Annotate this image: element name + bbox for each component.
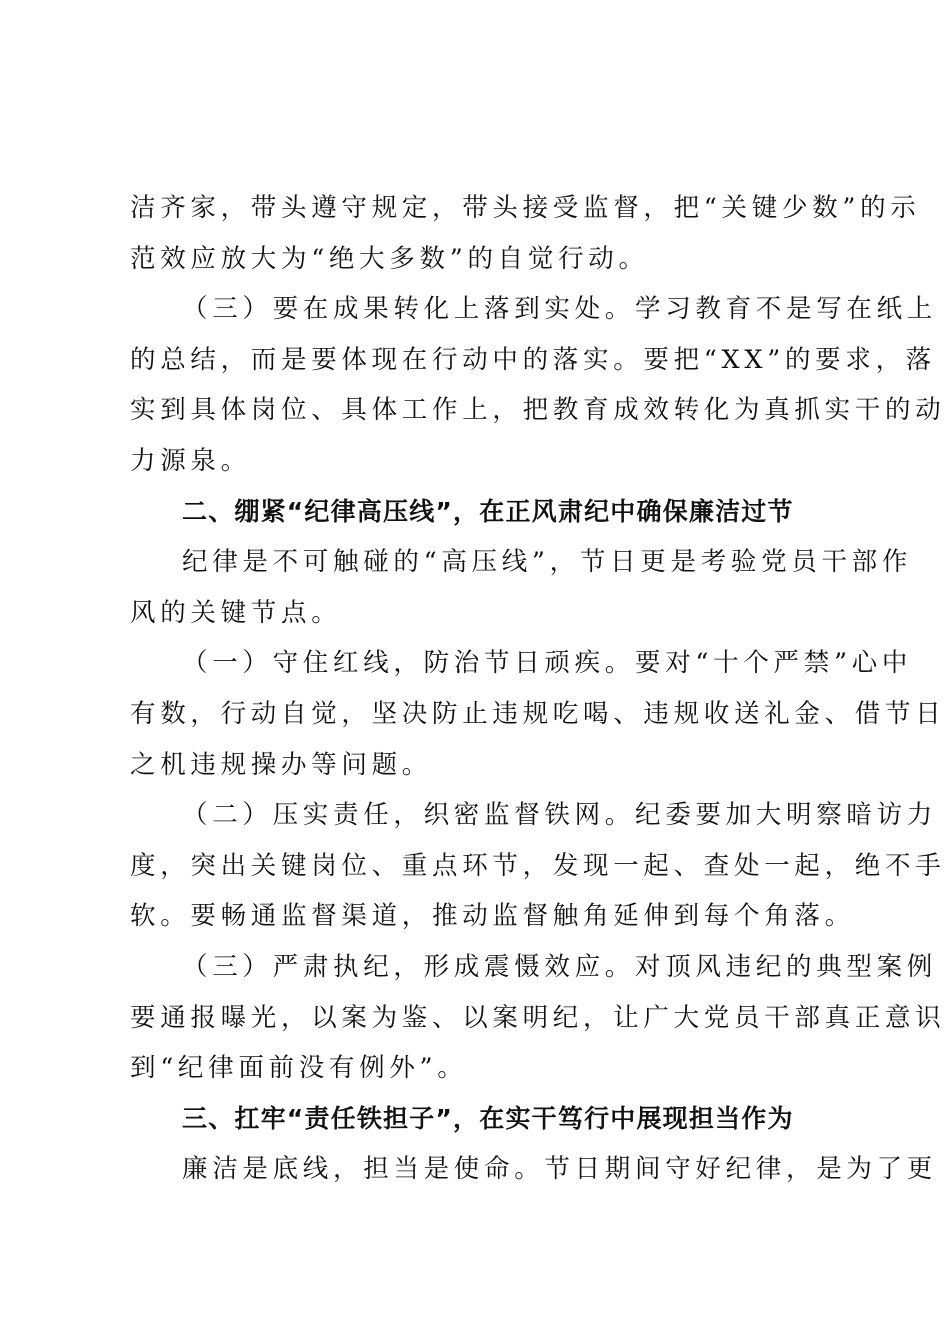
text-line: 度，突出关键岗位、重点环节，发现一起、查处一起，绝不手 xyxy=(130,850,946,881)
text-line: 廉洁是底线，担当是使命。节日期间守好纪律，是为了更 xyxy=(182,1154,938,1185)
text-line: 到“纪律面前没有例外”。 xyxy=(130,1053,468,1084)
text-line: （二）压实责任，织密监督铁网。纪委要加大明察暗访力 xyxy=(182,800,938,831)
text-line: 纪律是不可触碰的“高压线”，节日更是考验党员干部作 xyxy=(182,547,913,578)
text-line: （一）守住红线，防治节日顽疾。要对“十个严禁”心中 xyxy=(182,648,913,679)
text-line: 软。要畅通监督渠道，推动监督触角延伸到每个角落。 xyxy=(130,901,855,932)
paragraph xyxy=(130,284,946,486)
paragraph xyxy=(130,638,946,790)
text-line: 洁齐家，带头遵守规定，带头接受监督，把“关键少数”的示 xyxy=(130,193,921,223)
paragraph xyxy=(130,942,946,1094)
document-page xyxy=(130,183,946,1195)
paragraph xyxy=(130,790,946,942)
paragraph xyxy=(130,537,913,638)
text-line: 要通报曝光，以案为鉴、以案明纪，让广大党员干部真正意识 xyxy=(130,1002,946,1033)
paragraph xyxy=(130,1144,938,1195)
text-line: 风的关键节点。 xyxy=(130,597,342,628)
text-line: 范效应放大为“绝大多数”的自觉行动。 xyxy=(130,243,649,274)
heading-line: 三、扛牢“责任铁担子”，在实干笃行中展现担当作为 xyxy=(182,1103,794,1133)
text-line: （三）要在成果转化上落到实处。学习教育不是写在纸上 xyxy=(182,294,938,325)
text-line: 实到具体岗位、具体工作上，把教育成效转化为真抓实干的动 xyxy=(130,395,946,426)
paragraph-continued xyxy=(130,183,921,284)
text-line: 的总结，而是要体现在行动中的落实。要把“XX”的要求，落 xyxy=(130,344,936,375)
text-line: 力源泉。 xyxy=(130,445,251,476)
section-heading-3 xyxy=(130,1094,832,1145)
text-line: 之机违规操办等问题。 xyxy=(130,749,433,780)
section-heading-2 xyxy=(130,487,832,538)
text-line: 有数，行动自觉，坚决防止违规吃喝、违规收送礼金、借节日 xyxy=(130,698,946,729)
text-line: （三）严肃执纪，形成震慑效应。对顶风违纪的典型案例 xyxy=(182,951,938,982)
heading-line: 二、绷紧“纪律高压线”，在正风肃纪中确保廉洁过节 xyxy=(182,496,794,526)
